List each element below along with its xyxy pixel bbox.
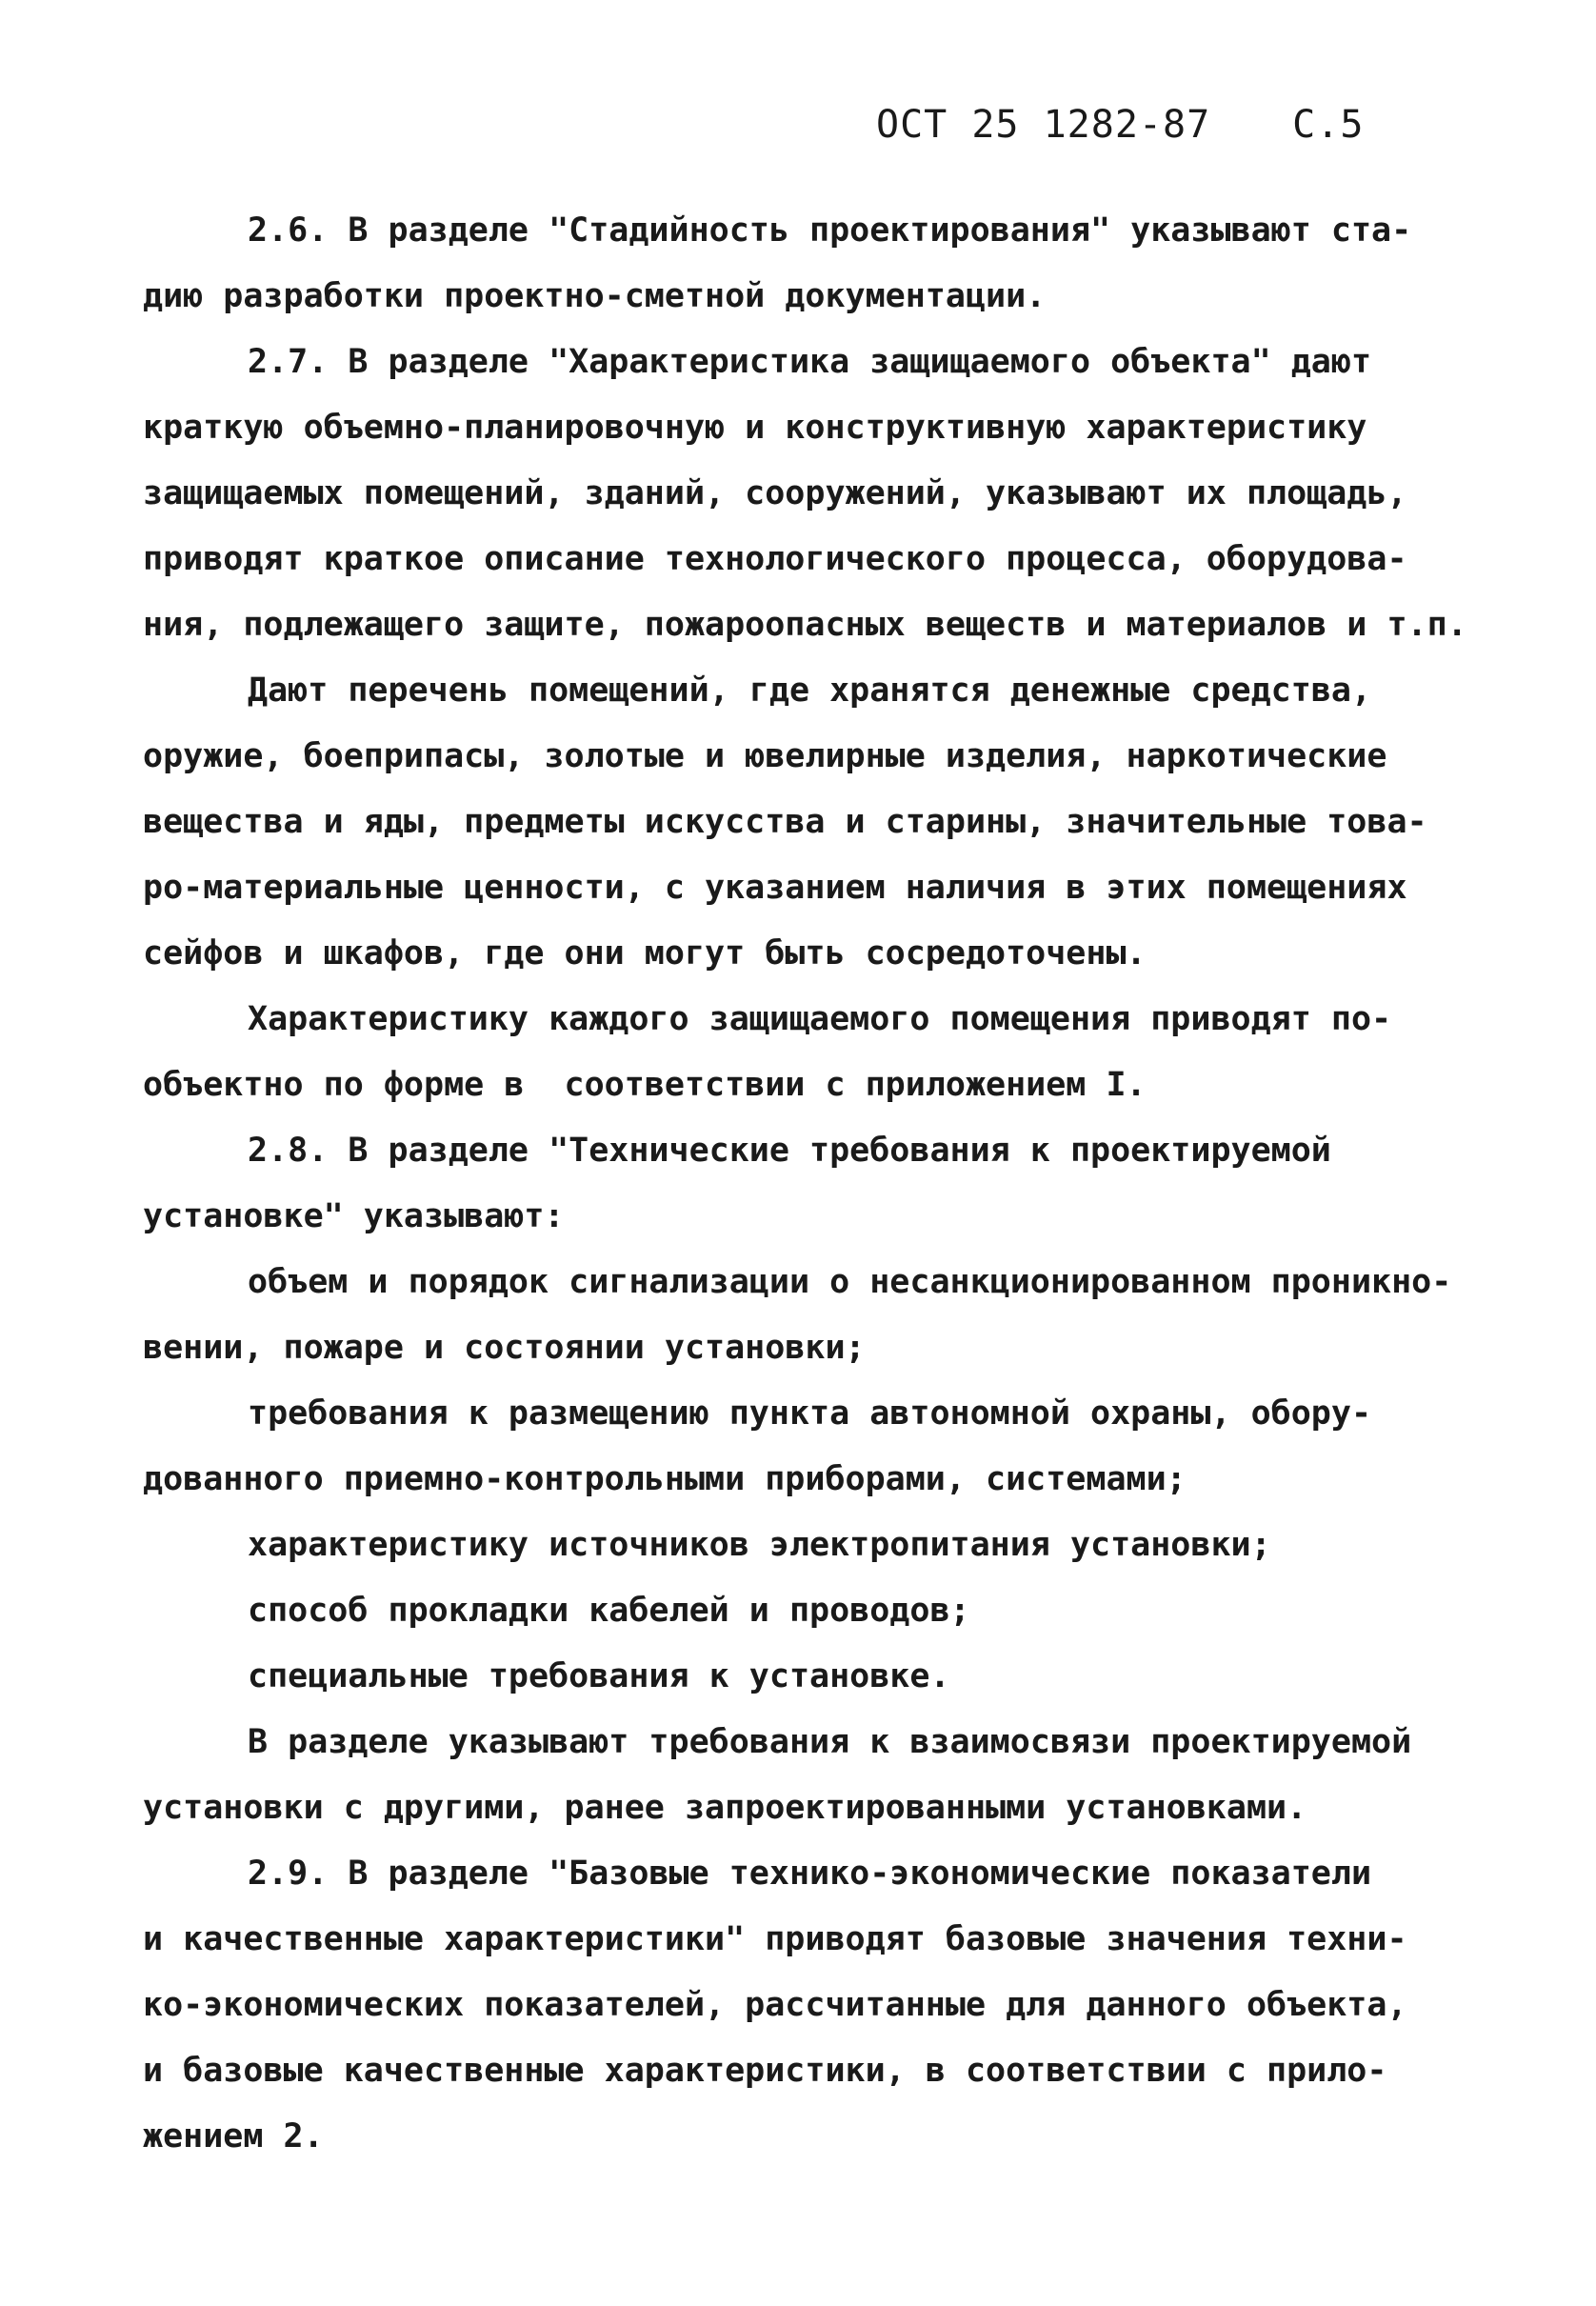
page-number: С.5 (1292, 103, 1365, 147)
paragraph-2-8-item-cables: способ прокладки кабелей и проводов; (248, 1592, 970, 1630)
paragraph-2-9: 2.9. В разделе "Базовые технико-экономические показатели и качественные характеристики" приводят базовые значения техни- ко-экономических показателей, рассчитанные для данного объекта, и базовые качественные характеристики, в соответствии с прило- жением 2. (143, 1855, 1407, 2156)
paragraph-2-8-item-special: специальные требования к установке. (248, 1657, 950, 1695)
paragraph-2-8-item-guard-point: требования к размещению пункта автономной охраны, обору- дованного приемно-контрольными приборами, системами; (143, 1394, 1372, 1498)
paragraph-2-7: 2.7. В разделе "Характеристика защищаемого объекта" дают краткую объемно-планировочную и конструктивную характеристику защищаемых помещений, зданий, сооружений, указывают их площадь, приводят краткое описание технологического процесса, оборудова- ния, подлежащего защите, пожароопасных веществ и материалов и т.п. (143, 343, 1467, 644)
paragraph-2-8-interconnection: В разделе указывают требования к взаимосвязи проектируемой установки с другими, ранее запроектированными установками. (143, 1723, 1412, 1827)
paragraph-2-8-item-signalling: объем и порядок сигнализации о несанкционированном проникно- вении, пожаре и состоянии установки; (143, 1263, 1452, 1367)
page-header (876, 103, 1364, 147)
paragraph-2-7-form: Характеристику каждого защищаемого помещения приводят по- объектно по форме в соответствии с приложением I. (143, 1000, 1392, 1104)
paragraph-2-8: 2.8. В разделе "Технические требования к проектируемой установке" указывают: (143, 1132, 1331, 1235)
paragraph-2-7-list: Дают перечень помещений, где хранятся денежные средства, оружие, боеприпасы, золотые и ювелирные изделия, наркотические вещества и яды, предметы искусства и старины, значительные това- ро-материальные ценности, с указанием наличия в этих помещениях сейфов и шкафов, где они могут быть сосредоточены. (143, 672, 1427, 973)
standard-number: ОСТ 25 1282-87 (876, 103, 1211, 147)
document-body (143, 198, 1514, 2170)
paragraph-2-8-item-power: характеристику источников электропитания установки; (248, 1526, 1271, 1564)
paragraph-2-6: 2.6. В разделе "Стадийность проектирования" указывают ста- дию разработки проектно-сметной документации. (143, 211, 1412, 315)
